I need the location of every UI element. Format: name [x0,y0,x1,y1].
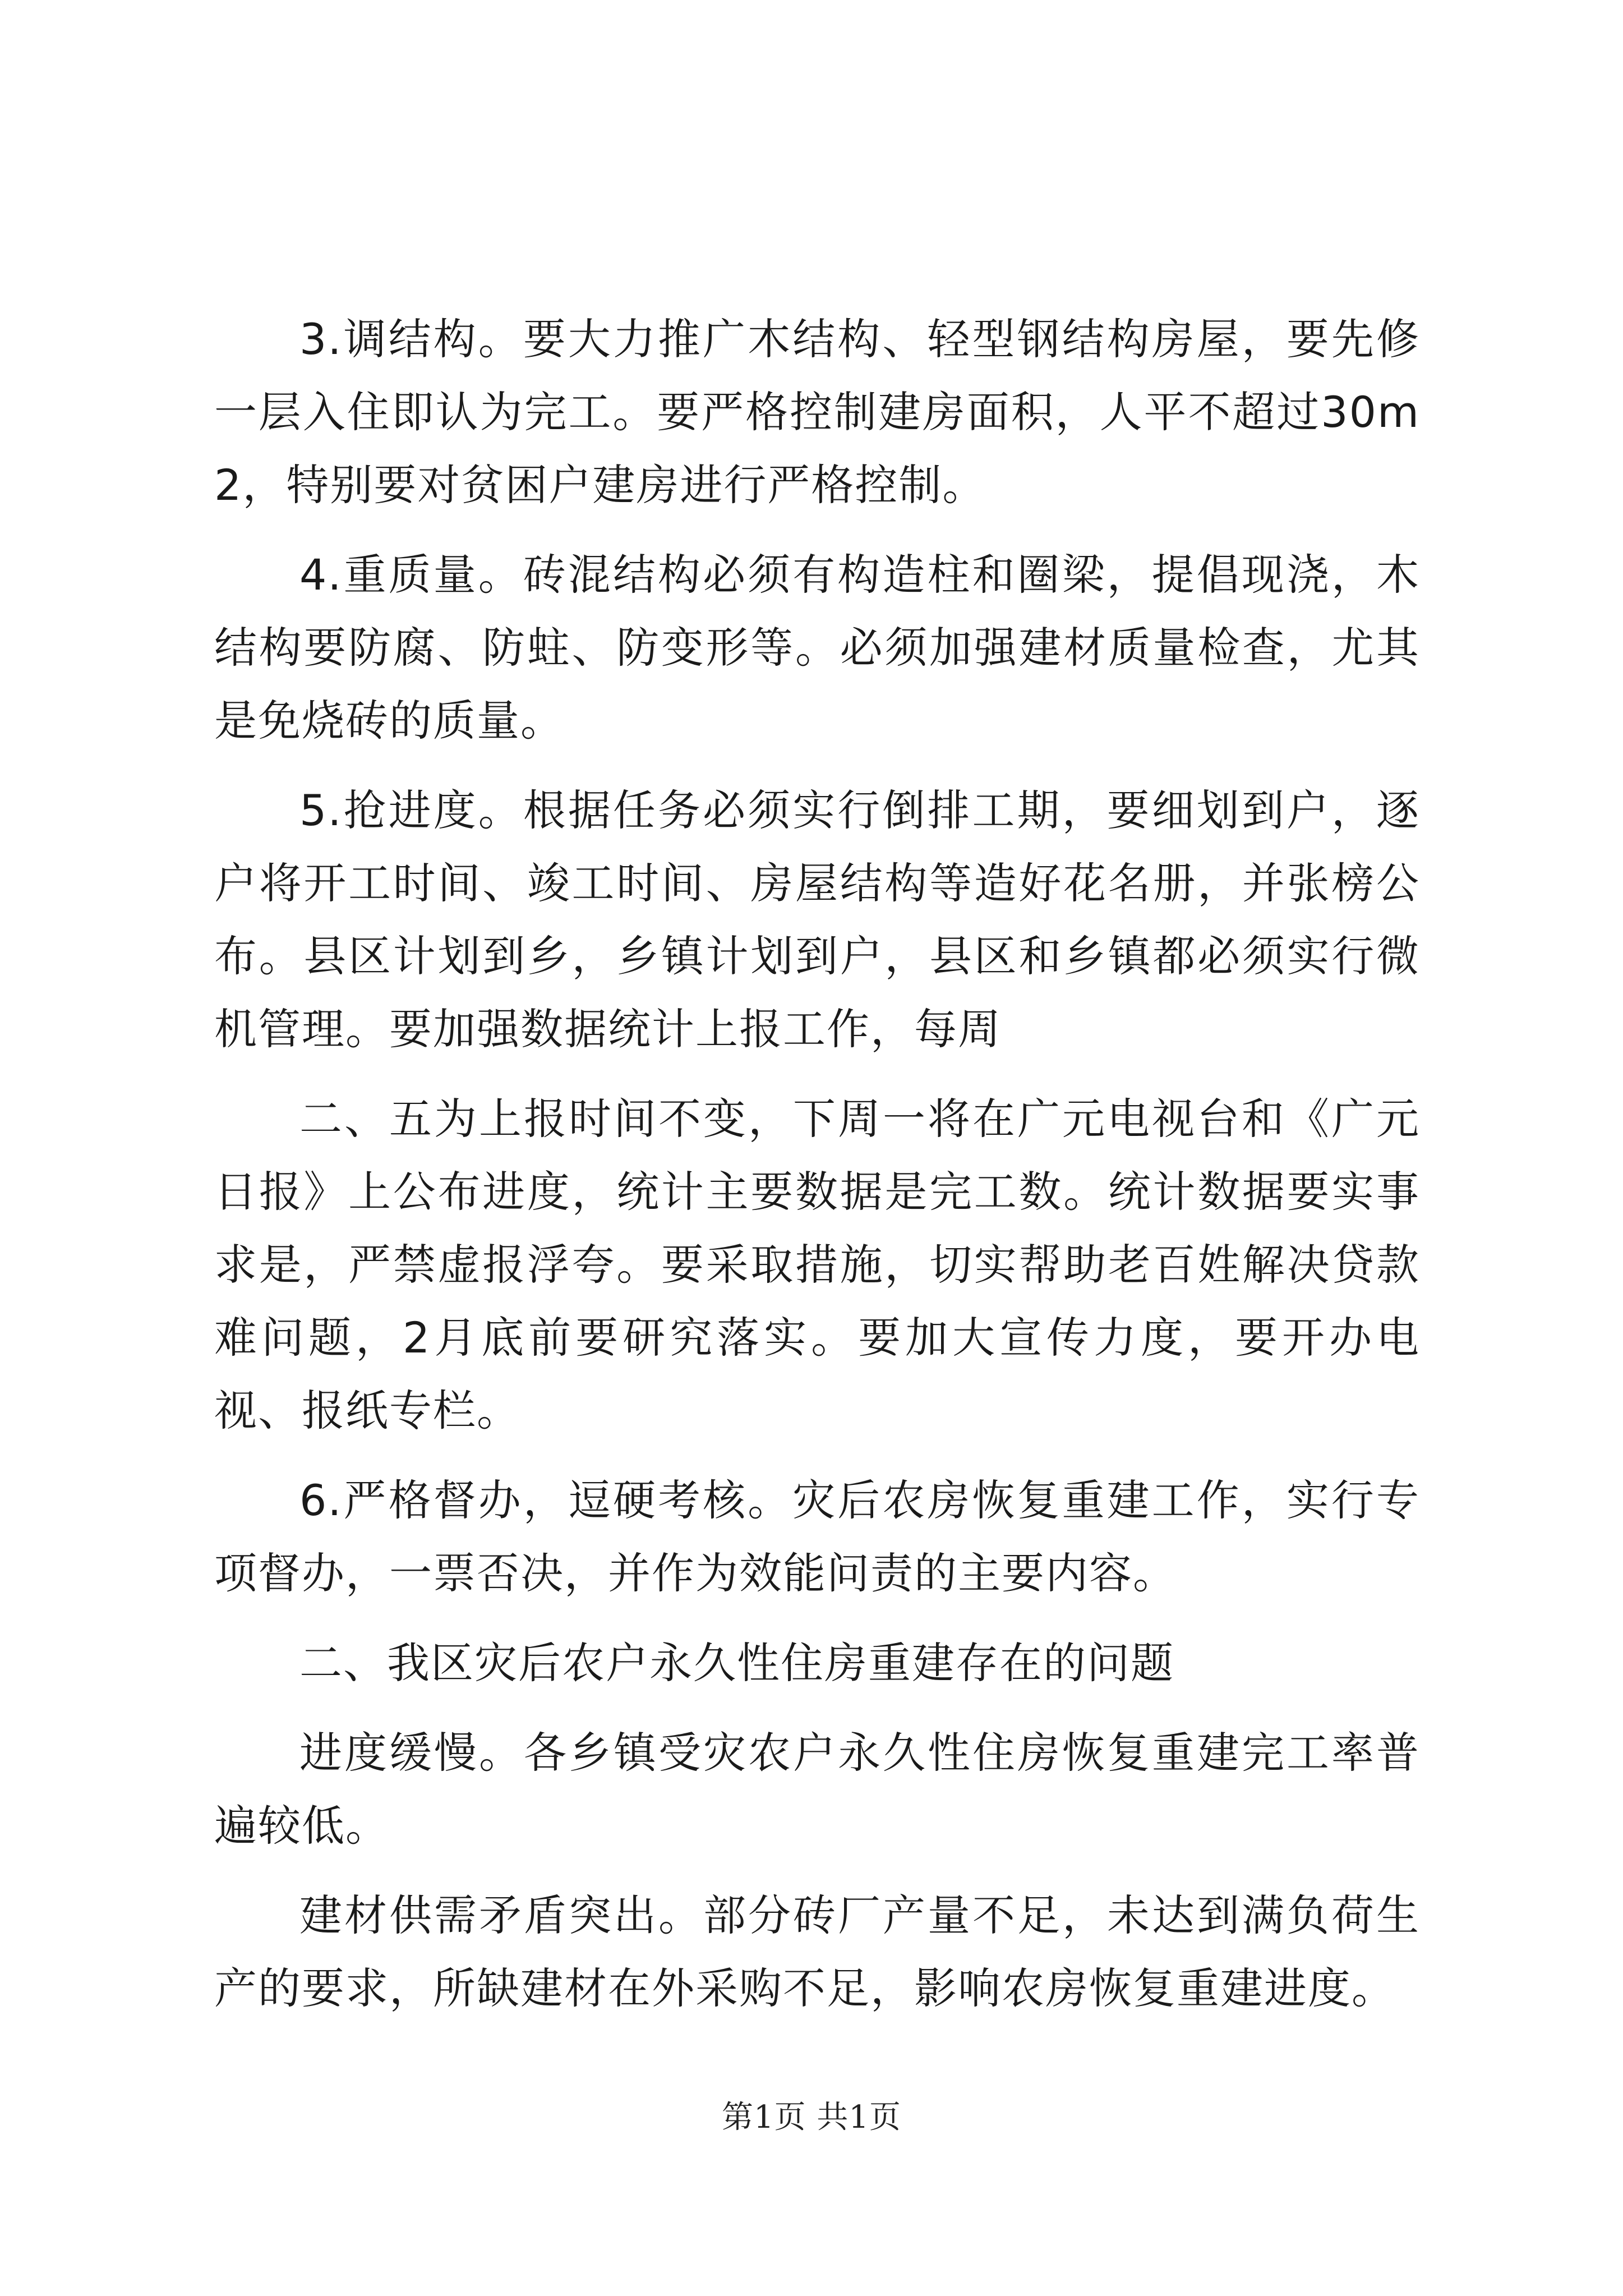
paragraph-reporting: 二、五为上报时间不变，下周一将在广元电视台和《广元日报》上公布进度，统计主要数据是完工数。统计数据要实事求是，严禁虚报浮夸。要采取措施，切实帮助老百姓解决贷款难问题，2月底前要研究落实。要加大宣传力度，要开办电视、报纸专栏。 [214,1094,1420,1435]
paragraph-material-supply: 建材供需矛盾突出。部分砖厂产量不足，未达到满负荷生产的要求，所缺建材在外采购不足，影响农房恢复重建进度。 [214,1890,1420,2013]
paragraph-adjust-structure: 3.调结构。要大力推广木结构、轻型钢结构房屋，要先修一层入住即认为完工。要严格控制建房面积，人平不超过30m2，特别要对贫困户建房进行严格控制。 [214,314,1420,510]
document-body [214,303,1420,2042]
paragraph-supervision: 6.严格督办，逗硬考核。灾后农房恢复重建工作，实行专项督办，一票否决，并作为效能问责的主要内容。 [214,1475,1420,1598]
paragraph-slow-progress: 进度缓慢。各乡镇受灾农户永久性住房恢复重建完工率普遍较低。 [214,1728,1420,1851]
paragraph-quality: 4.重质量。砖混结构必须有构造柱和圈梁，提倡现浇，木结构要防腐、防蛀、防变形等。必须加强建材质量检查，尤其是免烧砖的质量。 [214,550,1420,746]
page-number-footer: 第1页 共1页 [721,2099,902,2136]
paragraph-progress: 5.抢进度。根据任务必须实行倒排工期，要细划到户，逐户将开工时间、竣工时间、房屋结构等造好花名册，并张榜公布。县区计划到乡，乡镇计划到户，县区和乡镇都必须实行微机管理。要加强数据统计上报工作，每周 [214,785,1420,1054]
section-heading-problems: 二、我区灾后农户永久性住房重建存在的问题 [299,1638,1174,1688]
